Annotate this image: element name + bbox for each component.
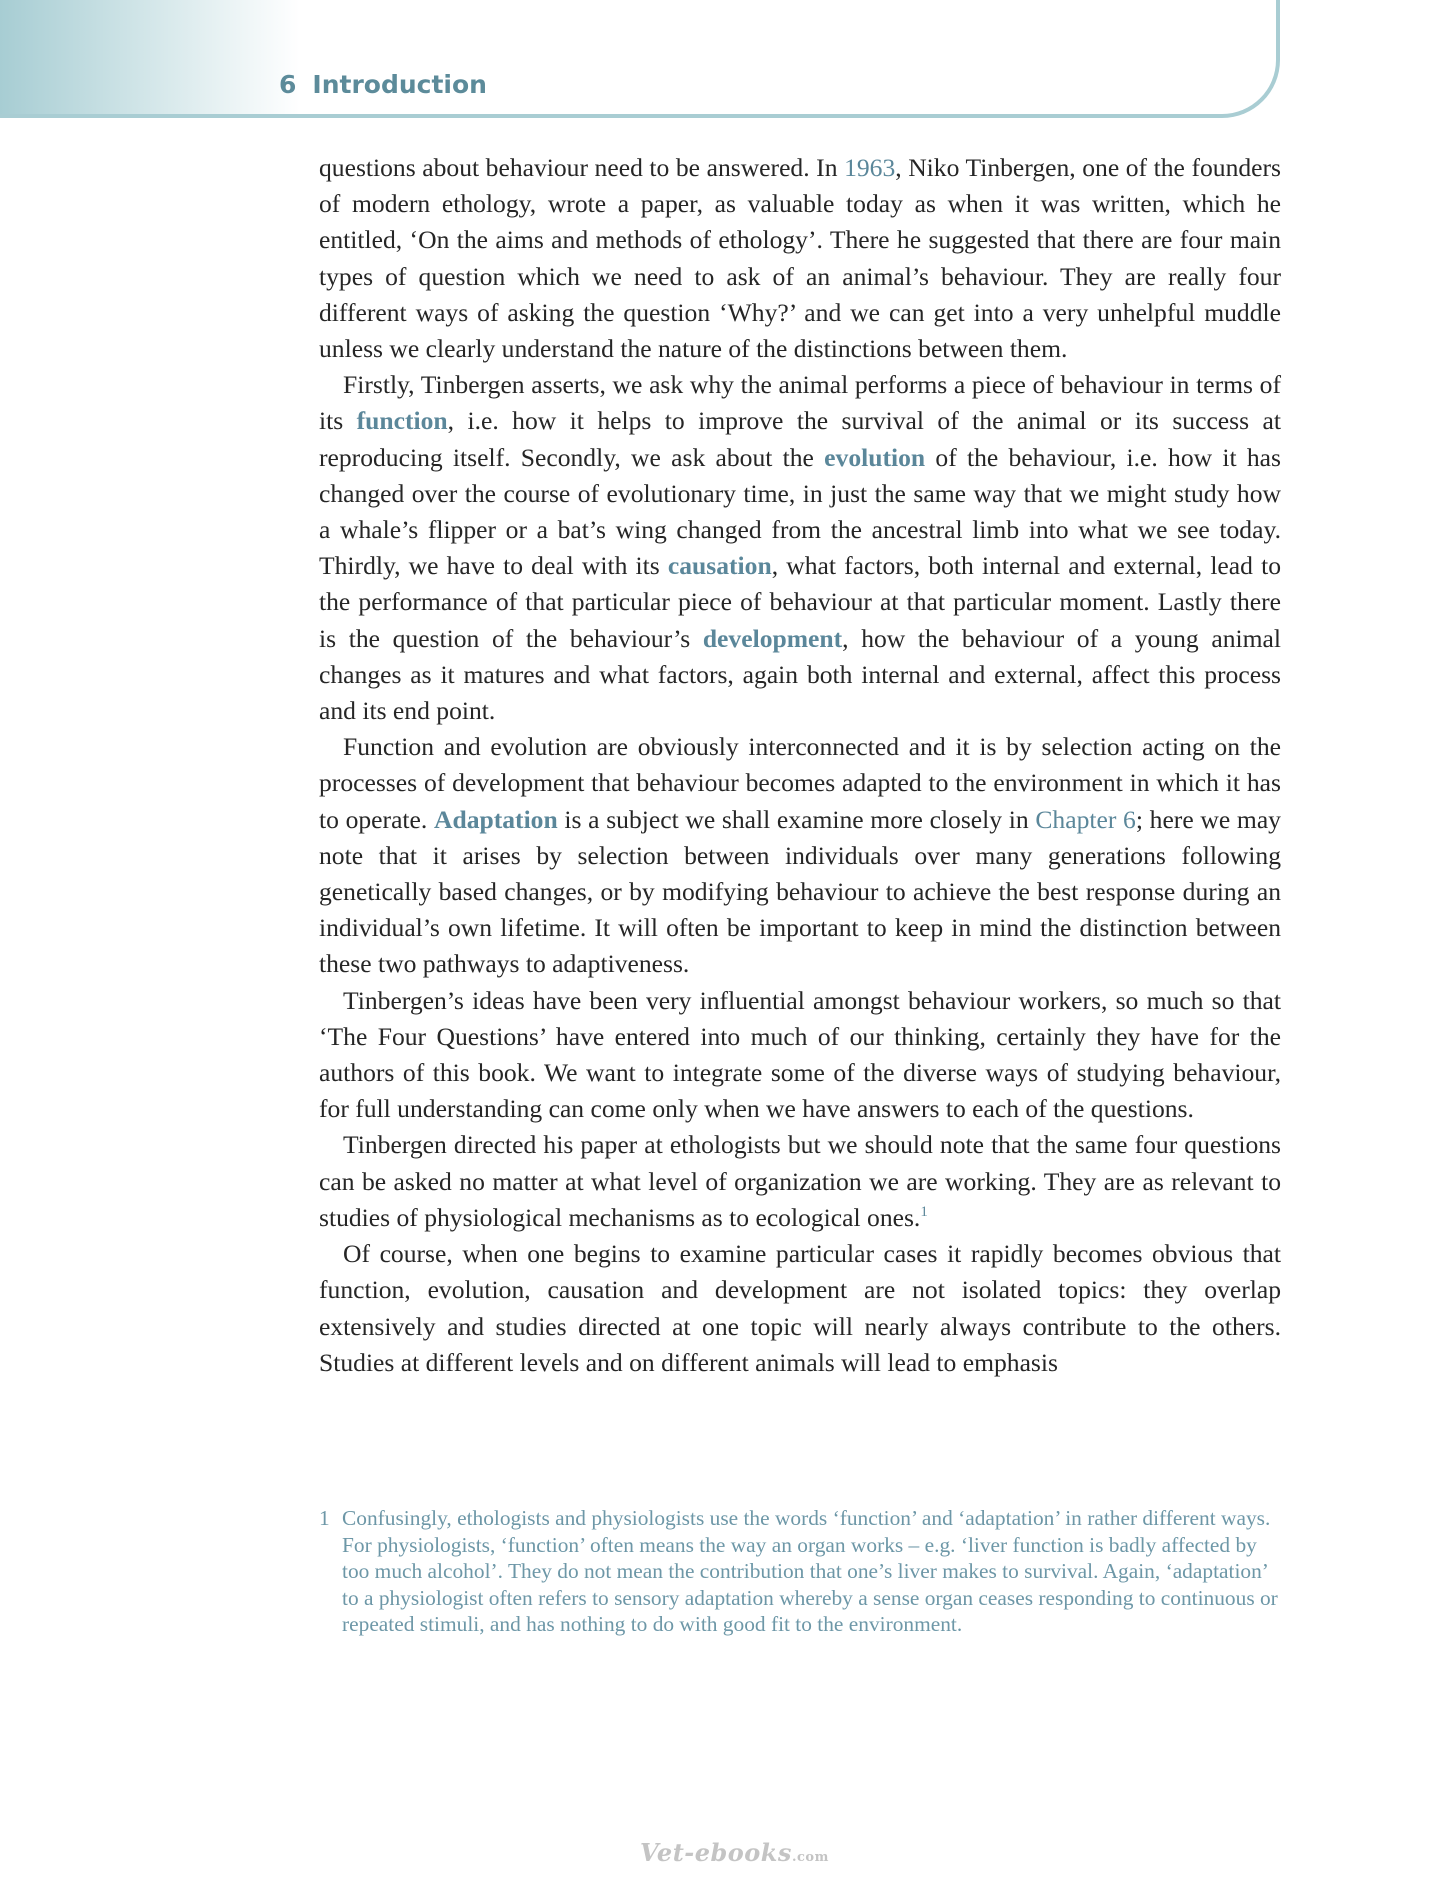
footnote-reference-link[interactable]: 1 xyxy=(920,1203,928,1220)
key-term-evolution: evolution xyxy=(824,442,926,472)
watermark-name: Vet-ebooks xyxy=(640,1838,792,1867)
watermark-logo xyxy=(640,1838,829,1867)
paragraph-3: Function and evolution are obviously interconnected and it is by selection acting on the processes of development that behaviour becomes adapted to the environment in which it has to operate. Adaptation is a subject we shall examine more closely in Chapter 6; here we may note that it arises by selection between individuals over many generations following genetically based changes, or by modifying behaviour to achieve the best response during an individual’s own lifetime. It will often be important to keep in mind the distinction between these two pathways to adaptiveness. xyxy=(319,732,1281,979)
paragraph-2: Firstly, Tinbergen asserts, we ask why the animal performs a piece of behaviour in terms of its function, i.e. how it helps to improve the survival of the animal or its success at reproducing itself. Secondly, we ask about the evolution of the behaviour, i.e. how it has changed over the course of evolutionary time, in just the same way that we might study how a whale’s flipper or a bat’s wing changed from the ancestral limb into what we see today. Thirdly, we have to deal with its causation, what factors, both internal and external, lead to the performance of that particular piece of behaviour at that particular moment. Lastly there is the question of the behaviour’s development, how the behaviour of a young animal changes as it matures and what factors, again both internal and external, affect this process and its end point. xyxy=(319,370,1282,726)
running-head xyxy=(279,70,487,99)
paragraph-4: Tinbergen’s ideas have been very influential amongst behaviour workers, so much so that ‘The Four Questions’ have entered into much of our thinking, certainly they have for the authors of this book. We want to integrate some of the diverse ways of studying behaviour, for full understanding can come only when we have answers to each of the questions. xyxy=(319,985,1281,1124)
watermark-domain: .com xyxy=(791,1850,829,1865)
paragraph-6: Of course, when one begins to examine particular cases it rapidly becomes obvious that function, evolution, causation and development are not isolated topics: they overlap extensively and studies directed at one topic will nearly always contribute to the others. Studies at different levels and on different animals will lead to emphasis xyxy=(319,1239,1281,1377)
chapter-title: Introduction xyxy=(312,70,487,99)
header-gradient-tab xyxy=(0,0,300,114)
running-header-band xyxy=(0,0,1280,118)
body-text xyxy=(319,150,1281,1381)
citation-year-link[interactable]: 1963 xyxy=(844,153,896,182)
paragraph-1: questions about behaviour need to be answered. In 1963, Niko Tinbergen, one of the founders of modern ethology, wrote a paper, as valuable today as when it was written, which he entitled, ‘On the aims and methods of ethology’. There he suggested that there are four main types of question which we need to ask of an animal’s behaviour. They are really four different ways of asking the question ‘Why?’ and we can get into a very unhelpful muddle unless we clearly understand the nature of the distinctions between them. xyxy=(319,153,1281,364)
key-term-function: function xyxy=(356,406,448,436)
footnote-text: Confusingly, ethologists and physiologists use the words ‘function’ and ‘adaptation’ in rather different ways. For physiologists, ‘function’ often means the way an organ works – e.g. ‘liver function is badly affected by too much alcohol’. They do not mean the contribution that one’s liver makes to survival. Again, ‘adaptation’ to a physiologist often refers to sensory adaptation whereby a sense organ ceases responding to continuous or repeated stimuli, and has nothing to do with good fit to the environment. xyxy=(342,1506,1278,1637)
chapter-6-link[interactable]: Chapter 6 xyxy=(1035,804,1136,834)
paragraph-5: Tinbergen directed his paper at ethologists but we should note that the same four questions can be asked no matter at what level of organization we are working. They are as relevant to studies of physiological mechanisms as to ecological ones.$^1$ xyxy=(319,1130,1281,1232)
footnote xyxy=(319,1505,1281,1638)
key-term-development: development xyxy=(702,623,843,653)
key-term-adaptation: Adaptation xyxy=(433,804,558,834)
key-term-causation: causation xyxy=(667,551,772,581)
footnote-number: 1 xyxy=(319,1506,330,1530)
page-number: 6 xyxy=(279,70,297,99)
